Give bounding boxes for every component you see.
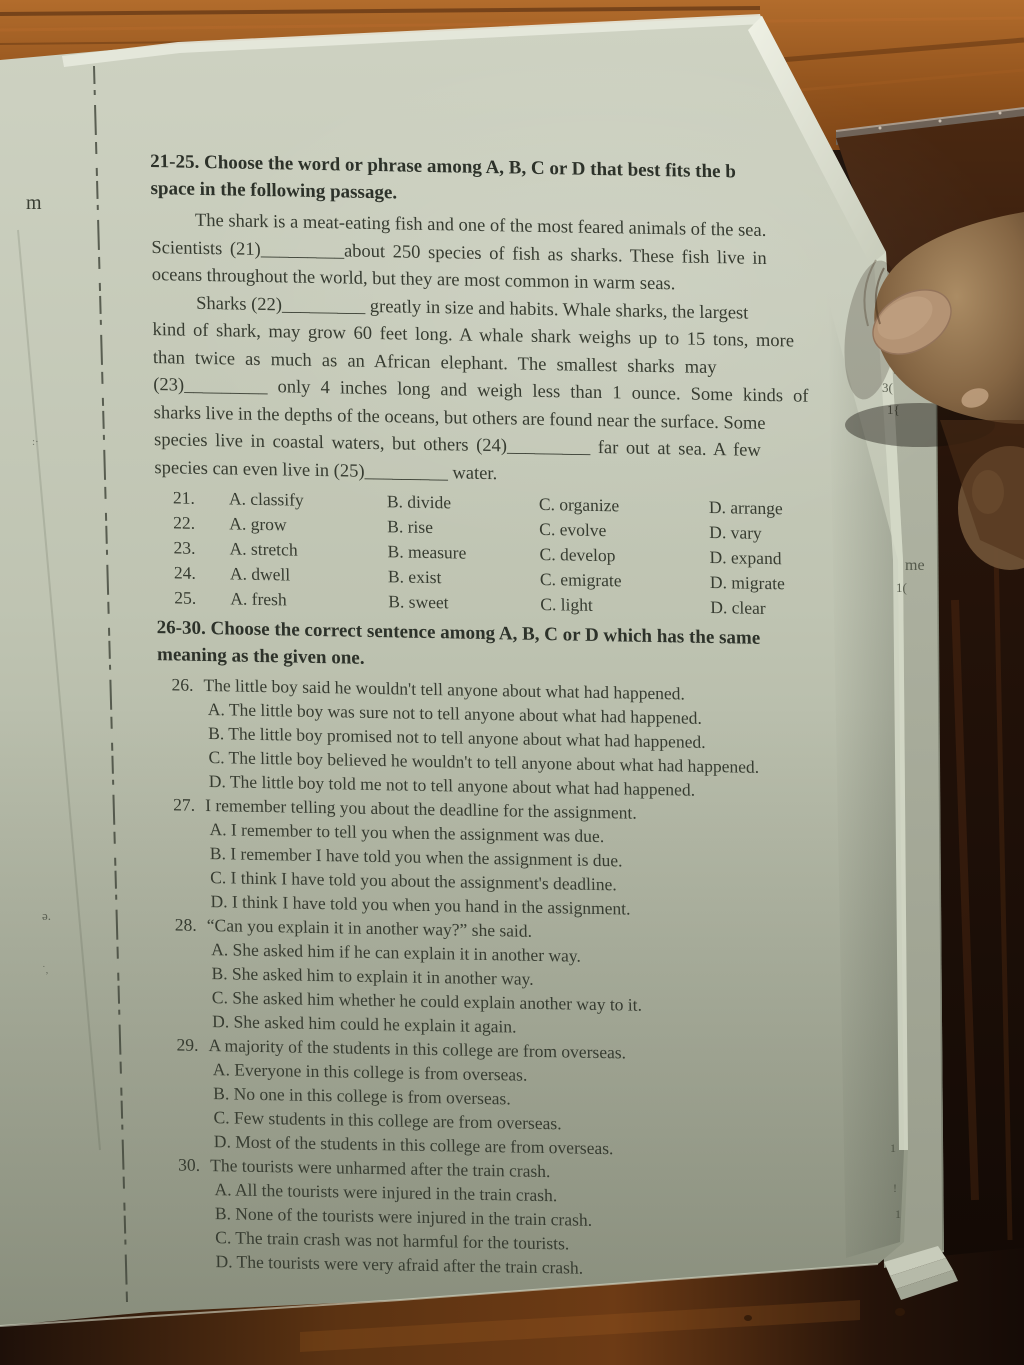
option-cell: C. organize [538,493,620,516]
option-cell: D. arrange [708,496,783,519]
edge-fragment: 1( [896,580,907,595]
question-text: A majority of the students in this college are from overseas. [208,1035,627,1063]
heading-line: 21-25. Choose the word or phrase among A, B, C or D that best fits the b [150,151,737,183]
question-number: 26. [171,674,194,695]
answer-option: C. I think I have told you about the assignment's deadline. [210,867,617,895]
question-number: 28. [174,914,197,935]
option-cell: A. classify [228,488,304,510]
option-cell: A. dwell [229,563,291,585]
answer-option: B. I remember I have told you when the assignment is due. [209,843,623,871]
question-block-30 [164,1152,900,1285]
passage-line: (23)_________ only 4 inches long and weigh less than 1 ounce. Some kinds of [153,375,809,407]
answer-option: C. She asked him whether he could explain another way to it. [211,987,643,1015]
passage-line: Sharks (22)_________ greatly in size and habits. Whale sharks, the largest [196,293,749,324]
question-block-26 [157,672,893,805]
section-26-30-heading [157,614,892,681]
question-block-28 [161,912,897,1045]
option-cell: B. divide [386,491,452,513]
option-cell: C. evolve [539,518,607,541]
option-number: 22. [173,512,196,533]
option-cell: B. measure [387,541,467,563]
answer-option: B. None of the tourists were injured in the train crash. [214,1203,593,1230]
option-cell: D. clear [710,596,766,618]
passage-paragraph-1 [151,207,886,303]
option-number: 24. [173,562,196,583]
question-number: 30. [178,1154,201,1175]
answer-option: A. All the tourists were injured in the train crash. [214,1179,558,1206]
question-text: The tourists were unharmed after the train crash. [210,1155,551,1182]
edge-fragment: me [905,557,925,574]
option-cell: C. develop [539,543,616,566]
passage-line: species live in coastal waters, but others (24)_________ far out at sea. A few [153,430,761,461]
question-block-27 [159,792,895,925]
passage-paragraph-2 [152,290,889,496]
option-cell: B. sweet [388,591,449,613]
answer-option: D. The little boy told me not to tell anyone about what had happened. [208,771,696,800]
passage-line: species can even live in (25)_________ water. [154,457,498,484]
answer-option: D. Most of the students in this college are from overseas. [213,1131,614,1159]
margin-letter: m [26,192,42,214]
passage-line: sharks live in the depths of the oceans, but others are found near the surface. Some [153,402,766,434]
option-cell: A. grow [229,513,287,535]
answer-option: D. She asked him could he explain it again. [212,1011,517,1037]
edge-fragment: 3( [882,380,893,395]
option-cell: A. stretch [229,538,298,560]
options-table-21-25 [155,485,891,623]
answer-option: A. Everyone in this college is from overseas. [212,1059,528,1085]
answer-option: D. The tourists were very afraid after the train crash. [215,1251,584,1278]
option-number: 23. [173,537,196,558]
edge-fragment: ! [893,1181,897,1195]
option-cell: D. expand [709,546,782,569]
margin-speck: ˙, [42,964,49,976]
passage-line: than twice as much as an African elephant. The smallest sharks may [152,347,717,378]
option-cell: B. rise [387,516,434,538]
margin-speck: :· [32,436,39,448]
answer-option: B. No one in this college is from overseas. [213,1083,511,1109]
option-number: 21. [172,487,195,508]
option-cell: B. exist [387,566,442,588]
answer-option: B. She asked him to explain it in another way. [211,963,534,989]
answer-option: A. She asked him if he can explain it in another way. [211,939,581,966]
option-cell: C. emigrate [539,568,622,591]
edge-fragment: 1 [895,1207,901,1221]
option-cell: D. migrate [709,571,785,594]
passage-line: Scientists (21)_________about 250 species of fish as sharks. These fish live in [151,237,767,269]
heading-line: space in the following passage. [150,178,398,204]
heading-line: meaning as the given one. [156,644,365,669]
test-content [150,148,900,1285]
answer-option: D. I think I have told you when you hand in the assignment. [210,891,631,919]
passage-line: The shark is a meat-eating fish and one of the most feared animals of the sea. [194,210,767,241]
option-number: 25. [174,587,197,608]
question-block-29 [162,1032,898,1165]
option-cell: C. light [540,593,593,615]
option-cell: A. fresh [230,588,287,610]
heading-line: 26-30. Choose the correct sentence among A, B, C or D which has the same [156,617,761,649]
edge-fragment: 1 [890,1141,896,1155]
answer-option: B. The little boy promised not to tell anyone about what had happened. [208,723,706,752]
answer-option: A. I remember to tell you when the assignment was due. [209,819,605,847]
answer-option: C. The little boy believed he wouldn't to tell anyone about what had happened. [208,747,760,777]
margin-speck: ə. [42,908,52,923]
passage-line: kind of shark, may grow 60 feet long. A whale shark weighs up to 15 tons, more [152,320,795,352]
question-text: I remember telling you about the deadline for the assignment. [205,794,637,823]
passage-line: oceans throughout the world, but they are most common in warm seas. [151,265,676,295]
question-number: 29. [176,1034,199,1055]
question-number: 27. [173,794,196,815]
answer-option: A. The little boy was sure not to tell anyone about what had happened. [207,699,702,728]
question-text: The little boy said he wouldn't tell anyone about what had happened. [203,674,685,704]
option-cell: D. vary [709,521,762,543]
answer-option: C. The train crash was not harmful for the tourists. [215,1227,570,1254]
answer-option: C. Few students in this college are from overseas. [213,1107,562,1134]
question-text: “Can you explain it in another way?” she said. [206,915,533,941]
